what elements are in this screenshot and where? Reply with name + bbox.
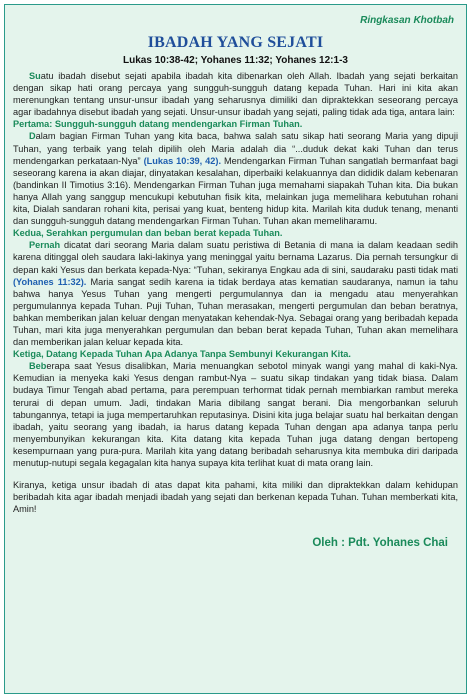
section2-ref: (Yohanes 11:32). xyxy=(13,276,87,287)
intro-lead: Su xyxy=(29,71,41,81)
header-label: Ringkasan Khotbah xyxy=(360,15,454,26)
paragraph-gap xyxy=(13,469,458,479)
section1-text-a: alam bagian Firman Tuhan yang kita baca, bahwa salah satu sikap hati seorang Maria yang dipuji Tuhan, yang terbaik yang telah dipilih oleh Maria adalah dia “...duduk dekat kaki Tuhan dan terus mendengarkan perkataan-Nya” xyxy=(13,131,458,166)
page-title: IBADAH YANG SEJATI xyxy=(147,34,324,51)
author-signature: Oleh : Pdt. Yohanes Chai xyxy=(312,537,448,550)
section2-heading: Kedua, Serahkan pergumulan dan beban berat kepada Tuhan. xyxy=(13,228,283,239)
section1-text-b: Mendengarkan Firman Tuhan sangatlah bermanfaat bagi seseorang karena ia akan diajar, dinyatakan kesalahan, diperbaiki kelakuannya dan dididik dalam kebenaran (bandinkan II Timotius 3:16). Mendengarkan Firman Tuhan juga memahami siapakah Tuhan kita. Dia bukan hanya Allah yang sanggup mencukupi kebutuhan fisik kita, melainkan juga memelihara kebutuhan rohani kita, Dialah sandaran rohani kita, perisai yang kuat, benteng hidup kita. Marilah kita duduk tenang, menanti dan sungguh-sungguh datang mendengarkan Firman Tuhan. Tuhan akan memeliharamu. xyxy=(13,155,458,227)
section2-lead: Pernah xyxy=(29,240,61,251)
section1-ref: (Lukas 10:39, 42). xyxy=(143,155,222,166)
section3-text: erapa saat Yesus disalibkan, Maria menuangkan sebotol minyak wangi yang mahal di kaki-Nya. Kemudian ia menyeka kaki Yesus dengan rambut-Nya – suatu sikap tindakan yang tidak biasa. Dalam budaya Timur Tengah abad pertama, para perempuan terhormat tidak pernah membiarkan rambut mereka terurai di depan umum. Jadi, tindakan Maria dibilang sangat berani. Dia mengorbankan seluruh tabungannya, tetapi ia juga mempertaruhkan reputasinya. Disini kita juga belajar suatu hal berkaitan dengan ibadah, yaitu seorang yang ibadah, ia harus datang kepada Tuhan dengan apa adanya tanpa perlu menyembunyikan kekurangan kita. Kita datang kita kepada Tuhan juga datang dengan bertopeng kesempurnaan yang pura-pura. Marilah kita yang datang beribadah seharusnya kita membuka diri daripada menutup-nutupi segala kegagalan kita hanya supaya kita terlihat kuat di mata orang lain. xyxy=(13,361,458,468)
closing-paragraph: Kiranya, ketiga unsur ibadah di atas dapat kita pahami, kita miliki dan dipraktekkan dalam kehidupan beribadah kita agar ibadah menjadi ibadah yang sejati dan berkenan kepada Tuhan. Tuhan memberkati kita, Amin! xyxy=(13,480,458,515)
section2-paragraph xyxy=(13,239,458,348)
section1-paragraph xyxy=(13,130,458,227)
sermon-summary-page xyxy=(4,4,467,694)
section1-lead: D xyxy=(29,131,36,142)
section2-text-a: dicatat dari seorang Maria dalam suatu peristiwa di Betania di mana ia dalam keadaan sedih karena ditinggal oleh saudara laki-lakinya yang meninggal yaitu bernama Lazarus. Dia pernah tersungkur di depan kaki Yesus dan berkata kepada-Nya: “Tuhan, sekiranya Engkau ada di sini, saudaraku pasti tidak mati xyxy=(13,240,458,275)
scripture-references: Lukas 10:38-42; Yohanes 11:32; Yohanes 12:1-3 xyxy=(123,55,348,66)
intro-text: atu ibadah disebut sejati apabila ibadah kita dibenarkan oleh Allah. Ibadah yang sejati berkaitan dengan sikap hati orang percaya yang sungguh-sungguh datang kepada Tuhan. Hari ini kita akan merenungkan tentang unsur-unsur ibadah yang seharusnya dimiliki dan dipraktekkan seseorang percaya agar ibadahnya disebut ibadah yang sejati. Unsur-unsur ibadah yang sejati, paling tidak ada tiga, antara lain: xyxy=(13,71,458,118)
intro-paragraph xyxy=(13,70,458,118)
sermon-body xyxy=(13,70,458,515)
section3-paragraph xyxy=(13,360,458,469)
section3-heading: Ketiga, Datang Kepada Tuhan Apa Adanya Tanpa Sembunyi Kekurangan Kita. xyxy=(13,349,351,360)
section2-text-b: Maria sangat sedih karena ia tidak berdaya atas kematian saudaranya, namun ia tahu bahwa hanya Yesus Tuhan yang mengerti pergumulannya dan ia mengadu atau menyerahkan pergumulannya kepada Tuhan. Puji Tuhan, Tuhan merasakan, mengerti pergumulan dan beban beratnya, bahkan memberikan jalan keluar dengan menyatakan kehendak-Nya. Sebagai orang yang beribadah kepada Tuhan, mari kita juga menyerahkan pergumulan dan beban berat kepada Tuhan, Tuhan akan memelihara dan memberikan jalan keluar kepada kita. xyxy=(13,276,459,348)
section1-heading: Pertama: Sungguh-sungguh datang mendengarkan Firman Tuhan. xyxy=(13,119,303,130)
section3-lead: Beb xyxy=(29,361,47,372)
